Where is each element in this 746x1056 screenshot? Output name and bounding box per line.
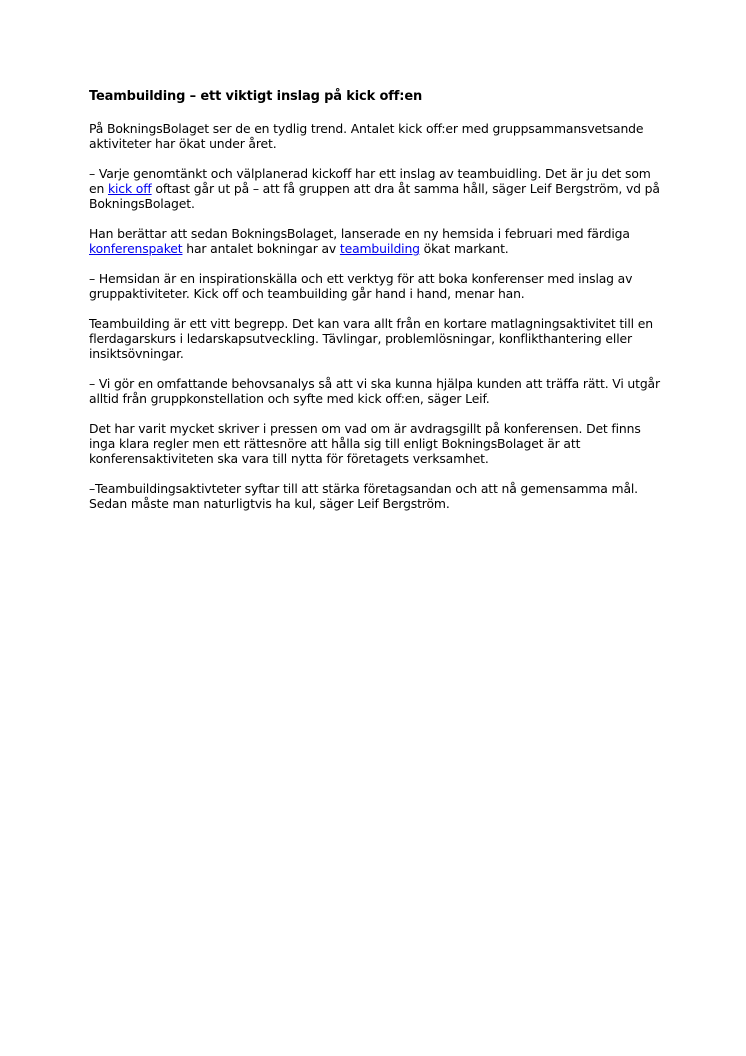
- paragraph-text: – Varje genomtänkt och välplanerad kickoff har ett inslag av teambuidling. Det är ju det som en: [89, 166, 651, 196]
- article-title: Teambuilding – ett viktigt inslag på kick off:en: [89, 89, 423, 104]
- paragraph-text: ökat markant.: [419, 241, 509, 256]
- konferenspaket-link[interactable]: konferenspaket: [89, 241, 183, 256]
- paragraph-analysis: – Vi gör en omfattande behovsanalys så att vi ska kunna hjälpa kunden att träffa rätt. Vi utgår alltid från gruppkonstellation och syfte med kick off:en, säger Leif.: [89, 376, 660, 406]
- paragraph-closing: –Teambuildingsaktivteter syftar till att stärka företagsandan och att nå gemensamma mål. Sedan måste man naturligtvis ha kul, säger Leif Bergström.: [89, 481, 638, 511]
- paragraph-intro: På BokningsBolaget ser de en tydlig trend. Antalet kick off:er med gruppsammansvetsande aktiviteter har ökat under året.: [89, 121, 644, 151]
- paragraph-text: har antalet bokningar av: [182, 241, 340, 256]
- paragraph-text: Han berättar att sedan BokningsBolaget, lanserade en ny hemsida i februari med färdiga: [89, 226, 630, 241]
- article-body: [89, 88, 669, 526]
- paragraph-inspiration: – Hemsidan är en inspirationskälla och ett verktyg för att boka konferenser med inslag av gruppaktiviteter. Kick off och teambuilding går hand i hand, menar han.: [89, 271, 633, 301]
- kick-off-link[interactable]: kick off: [107, 181, 152, 196]
- teambuilding-link[interactable]: teambuilding: [339, 241, 420, 256]
- paragraph-quote-kickoff: [89, 166, 669, 211]
- paragraph-text: oftast går ut på – att få gruppen att dra åt samma håll, säger Leif Bergström, vd på BokningsBolaget.: [89, 181, 660, 211]
- paragraph-website: [89, 226, 669, 256]
- paragraph-definition: Teambuilding är ett vitt begrepp. Det kan vara allt från en kortare matlagningsaktivitet till en flerdagarskurs i ledarskapsutveckling. Tävlingar, problemlösningar, konflikthantering eller insiktsövningar.: [89, 316, 653, 361]
- paragraph-tax: Det har varit mycket skriver i pressen om vad om är avdragsgillt på konferensen. Det finns inga klara regler men ett rättesnöre att hålla sig till enligt BokningsBolaget är att konferensaktiviteten ska vara till nytta för företagets verksamhet.: [89, 421, 641, 466]
